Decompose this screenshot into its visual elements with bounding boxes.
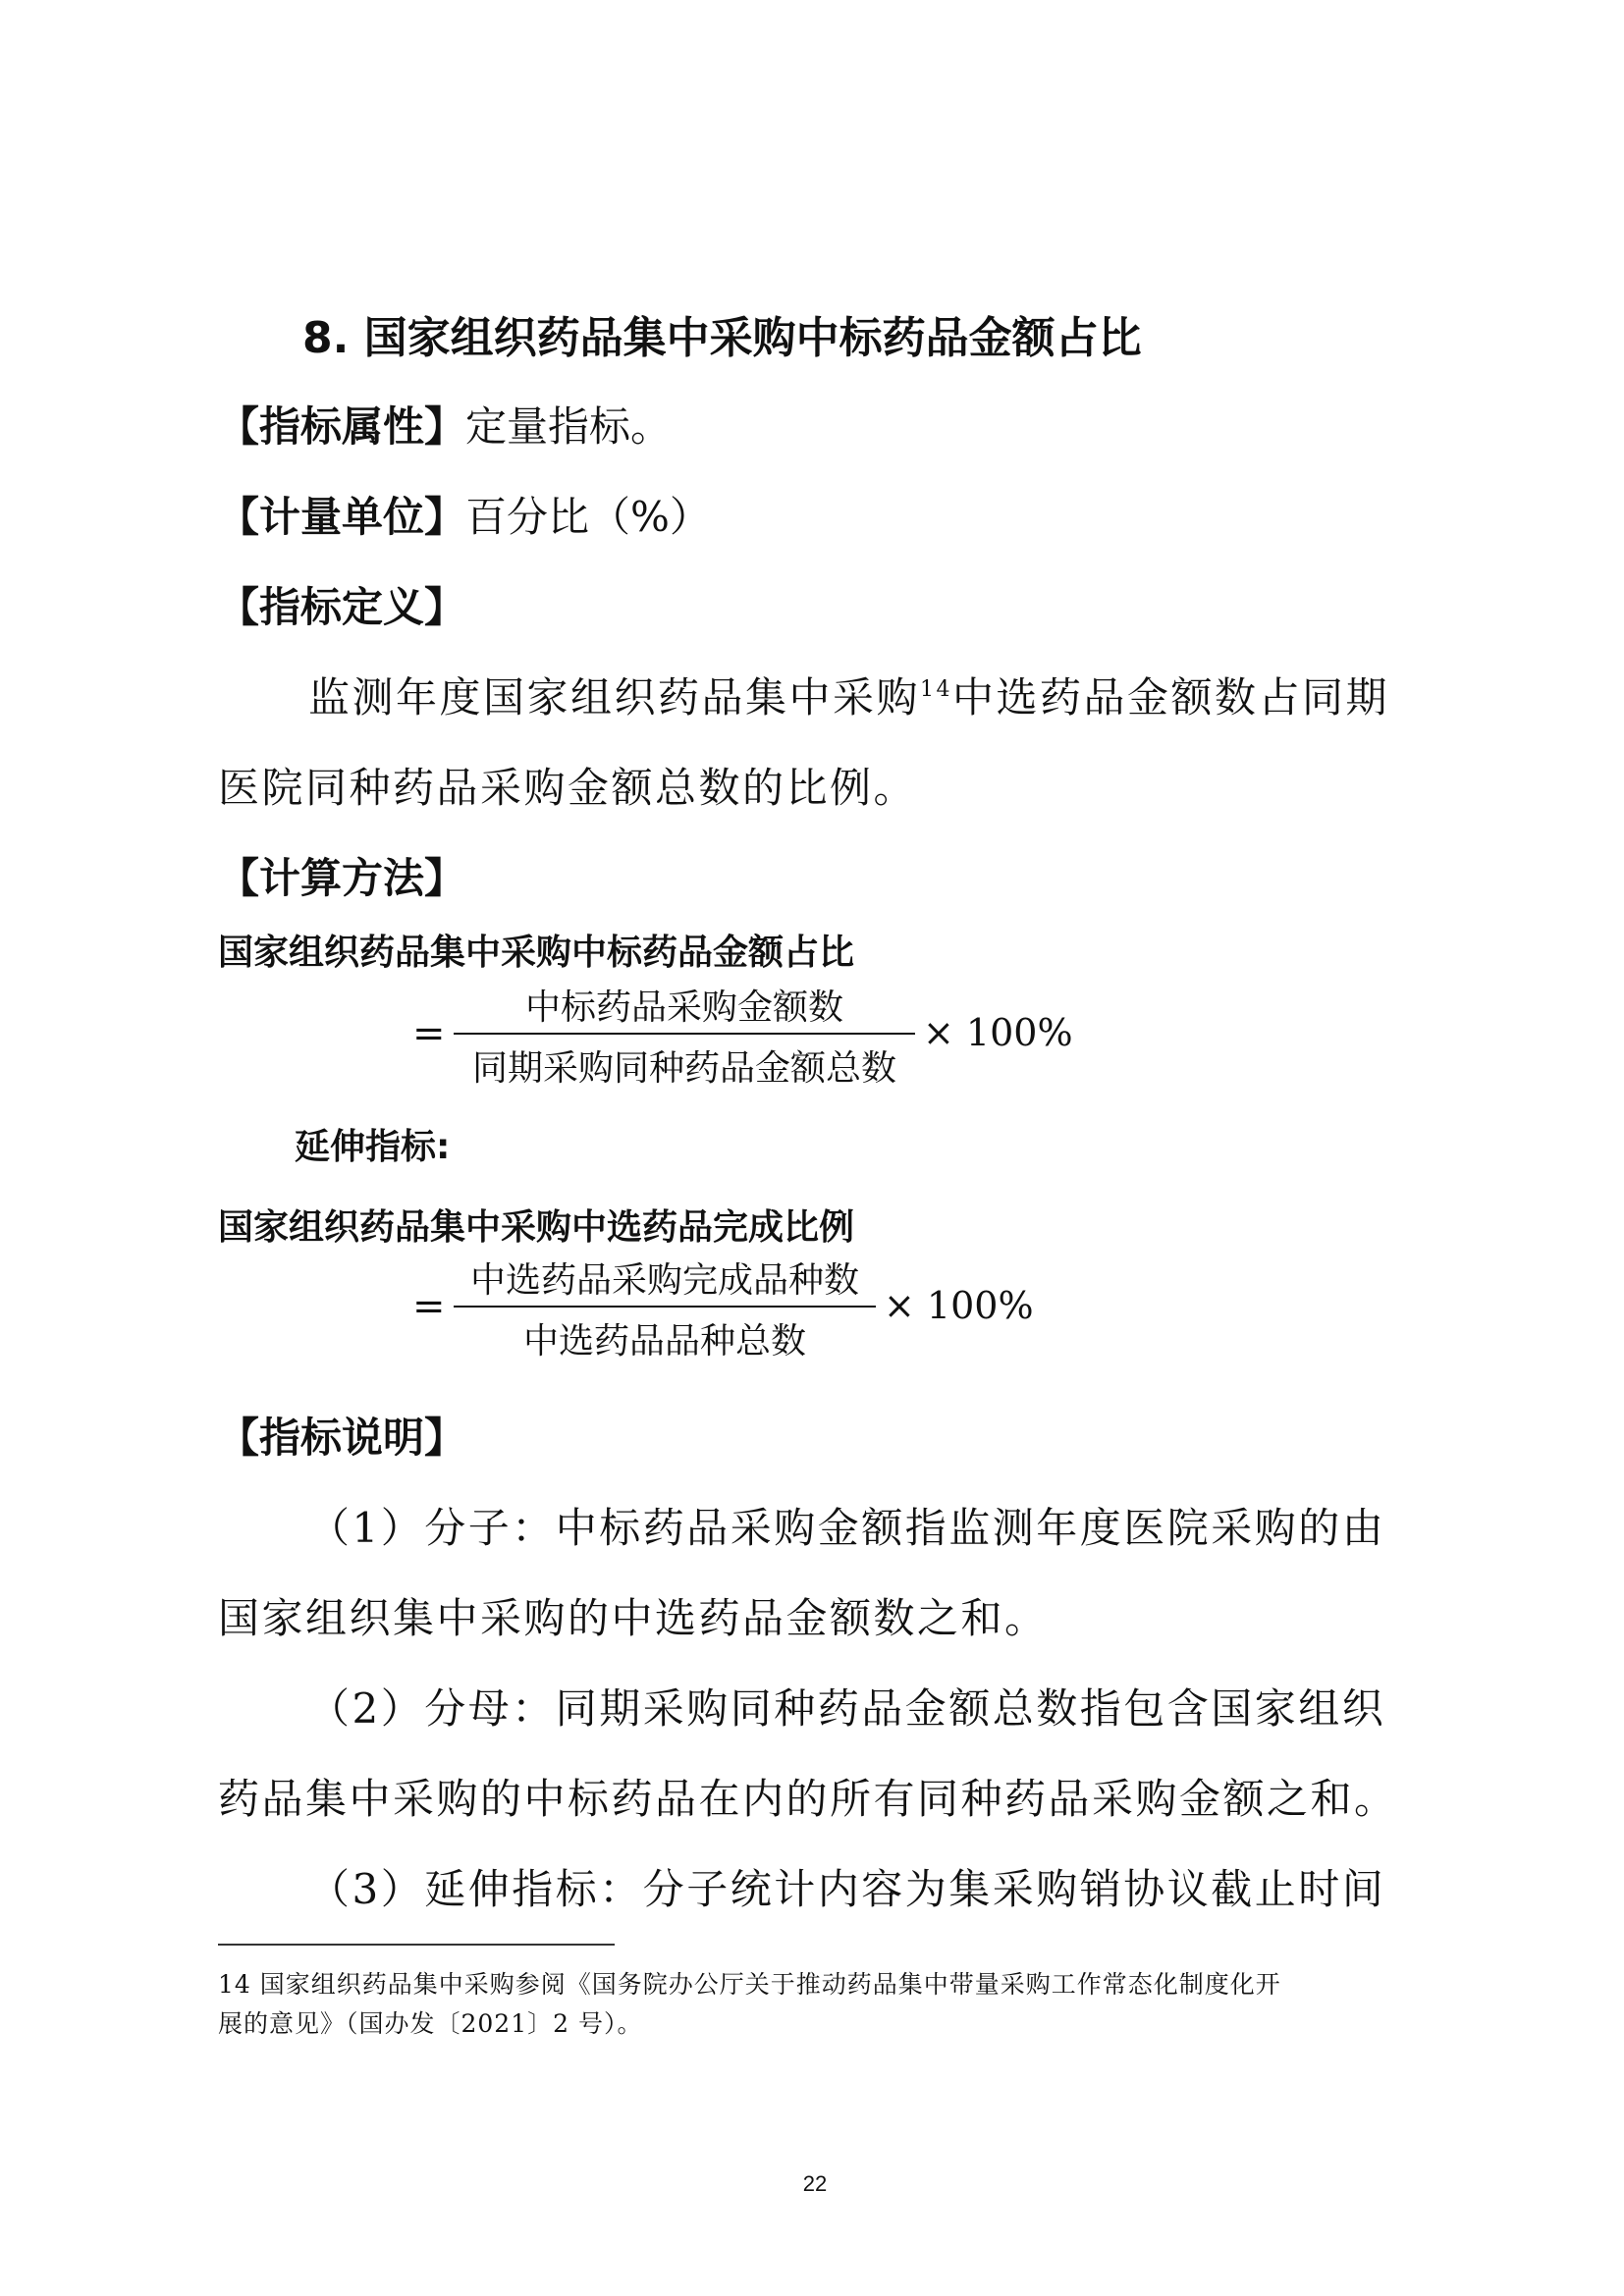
footnote-line-1: 14 国家组织药品集中采购参阅《国务院办公厅关于推动药品集中带量采购工作常态化制度化开 bbox=[218, 1970, 1281, 1999]
formula2-title: 国家组织药品集中采购中选药品完成比例 bbox=[218, 1207, 855, 1248]
attribute-row bbox=[218, 395, 672, 454]
explanation-line: （1）分子：中标药品采购金额指监测年度医院采购的由 bbox=[308, 1504, 1386, 1552]
section-heading: 8. 国家组织药品集中采购中标药品金额占比 bbox=[302, 313, 1142, 363]
definition-text-after: 中选药品金额数占同期 bbox=[952, 673, 1390, 721]
formula1-denominator: 同期采购同种药品金额总数 bbox=[471, 1048, 896, 1089]
explanation-line: （3）延伸指标：分子统计内容为集采购销协议截止时间 bbox=[308, 1865, 1386, 1913]
page-number: 22 bbox=[802, 2171, 828, 2196]
definition-line-2: 医院同种药品采购金额总数的比例。 bbox=[218, 764, 918, 812]
definition-line-1 bbox=[308, 666, 1389, 724]
formula2-denominator: 中选药品品种总数 bbox=[522, 1321, 806, 1362]
unit-label: 【计量单位】 bbox=[218, 493, 466, 541]
explanation-line: 国家组织集中采购的中选药品金额数之和。 bbox=[218, 1594, 1049, 1642]
footnote-ref: 14 bbox=[920, 677, 953, 702]
formula2-fraction-line bbox=[454, 1306, 876, 1308]
definition-label: 【指标定义】 bbox=[218, 583, 466, 631]
explanation-label: 【指标说明】 bbox=[218, 1414, 466, 1462]
explanation-line: 药品集中采购的中标药品在内的所有同种药品采购金额之和。 bbox=[218, 1775, 1398, 1823]
unit-value: 百分比（%） bbox=[465, 493, 711, 541]
unit-row bbox=[218, 485, 711, 544]
formula1-multiplier: × 100% bbox=[923, 1011, 1073, 1054]
footnote-line-2: 展的意见》（国办发〔2021〕2 号）。 bbox=[218, 2009, 643, 2038]
formula1-title: 国家组织药品集中采购中标药品金额占比 bbox=[218, 933, 855, 973]
calculation-label: 【计算方法】 bbox=[218, 854, 466, 902]
formula1-equals: = bbox=[412, 1011, 446, 1056]
formula2-equals: = bbox=[412, 1284, 446, 1329]
attribute-label: 【指标属性】 bbox=[218, 402, 466, 451]
formula2-multiplier: × 100% bbox=[884, 1284, 1034, 1327]
formula2-numerator: 中选药品采购完成品种数 bbox=[469, 1260, 859, 1301]
attribute-value: 定量指标。 bbox=[465, 402, 673, 451]
definition-text-before: 监测年度国家组织药品集中采购 bbox=[308, 673, 921, 721]
formula1-numerator: 中标药品采购金额数 bbox=[524, 988, 843, 1028]
formula1-fraction-line bbox=[454, 1033, 915, 1035]
footnote-divider bbox=[218, 1944, 615, 1946]
explanation-line: （2）分母：同期采购同种药品金额总数指包含国家组织 bbox=[308, 1684, 1386, 1733]
extension-label: 延伸指标: bbox=[295, 1127, 451, 1167]
